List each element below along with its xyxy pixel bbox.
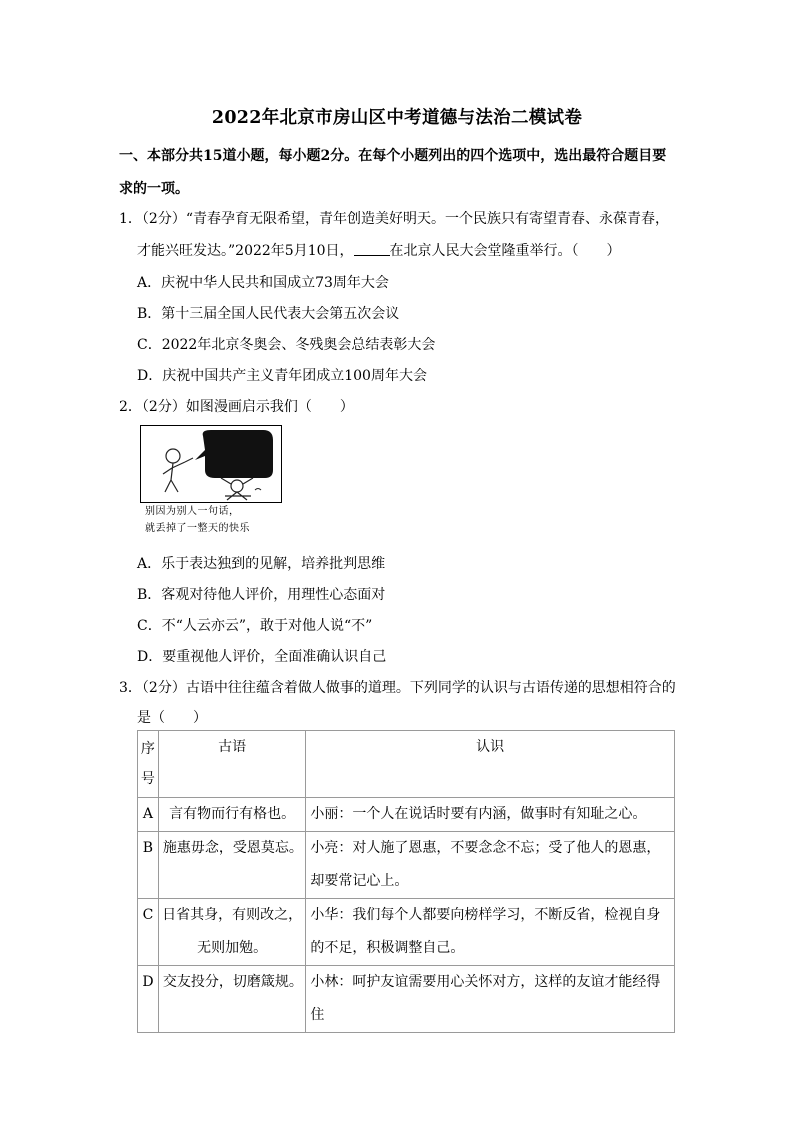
q2-stem: 2．（2分）如图漫画启示我们（ ） xyxy=(119,399,354,415)
row-b-saying: 施惠毋念，受恩莫忘。 xyxy=(158,832,305,899)
row-a-understanding: 小丽：一个人在说话时要有内涵，做事时有知耻之心。 xyxy=(306,798,675,832)
q1-stem-part-a: 才能兴旺发达。”2022年5月10日， xyxy=(137,243,354,259)
q1-stem-part-b: 在北京人民大会堂隆重举行。（ ） xyxy=(389,243,621,259)
row-c-saying: 日省其身，有则改之，无则加勉。 xyxy=(158,899,305,966)
cartoon-illustration xyxy=(140,425,282,503)
q2-option-b[interactable]: B．客观对待他人评价，用理性心态面对 xyxy=(137,587,386,603)
cartoon-caption-line2: 就丢掉了一整天的快乐 xyxy=(145,523,250,534)
exam-title: 2022年北京市房山区中考道德与法治二模试卷 xyxy=(211,108,583,128)
row-a-label[interactable]: A xyxy=(138,798,159,832)
q1-option-d[interactable]: D．庆祝中国共产主义青年团成立100周年大会 xyxy=(137,368,427,384)
q2-option-a[interactable]: A．乐于表达独到的见解，培养批判思维 xyxy=(137,556,386,572)
header-number-text: 序号 xyxy=(140,741,155,787)
q1-option-b[interactable]: B．第十三届全国人民代表大会第五次会议 xyxy=(137,306,400,322)
section-heading-line2: 求的一项。 xyxy=(119,181,189,197)
row-b-label[interactable]: B xyxy=(138,832,159,899)
row-a-saying: 言有物而行有格也。 xyxy=(158,798,305,832)
table-row xyxy=(138,966,675,1033)
q2-option-d[interactable]: D．要重视他人评价，全面准确认识自己 xyxy=(137,649,387,665)
q1-stem-line1: 1．（2分）“青春孕育无限希望，青年创造美好明天。一个民族只有寄望青春、永葆青春， xyxy=(119,211,669,227)
header-saying: 古语 xyxy=(158,731,305,798)
q2-cartoon xyxy=(140,425,283,535)
row-d-label[interactable]: D xyxy=(138,966,159,1033)
table-row xyxy=(138,832,675,899)
row-d-saying: 交友投分，切磨箴规。 xyxy=(158,966,305,1033)
q3-stem-line1: 3．（2分）古语中往往蕴含着做人做事的道理。下列同学的认识与古语传递的思想相符合的 xyxy=(119,680,676,696)
table-row xyxy=(138,798,675,832)
q1-answer-blank xyxy=(354,242,390,256)
row-c-understanding: 小华：我们每个人都要向榜样学习，不断反省，检视自身的不足，积极调整自己。 xyxy=(306,899,675,966)
q3-ancient-saying-table xyxy=(137,730,675,1033)
cartoon-caption-line1: 别因为别人一句话， xyxy=(145,506,240,517)
table-header-row xyxy=(138,731,675,798)
q1-option-c[interactable]: C．2022年北京冬奥会、冬残奥会总结表彰大会 xyxy=(137,337,436,353)
row-c-label[interactable]: C xyxy=(138,899,159,966)
header-understanding: 认识 xyxy=(306,731,675,798)
q2-option-c[interactable]: C．不“人云亦云”，敢于对他人说“不” xyxy=(137,618,373,634)
row-d-understanding: 小林：呵护友谊需要用心关怀对方，这样的友谊才能经得住 xyxy=(306,966,675,1033)
section-heading-line1: 一、本部分共15道小题，每小题2分。在每个小题列出的四个选项中，选出最符合题目要 xyxy=(119,148,667,164)
row-b-understanding: 小亮：对人施了恩惠，不要念念不忘；受了他人的恩惠，却要常记心上。 xyxy=(306,832,675,899)
header-number xyxy=(138,731,159,798)
q3-stem-line2: 是（ ） xyxy=(137,710,207,726)
q1-stem-line2 xyxy=(137,240,621,260)
q1-option-a[interactable]: A．庆祝中华人民共和国成立73周年大会 xyxy=(137,275,389,291)
table-row xyxy=(138,899,675,966)
